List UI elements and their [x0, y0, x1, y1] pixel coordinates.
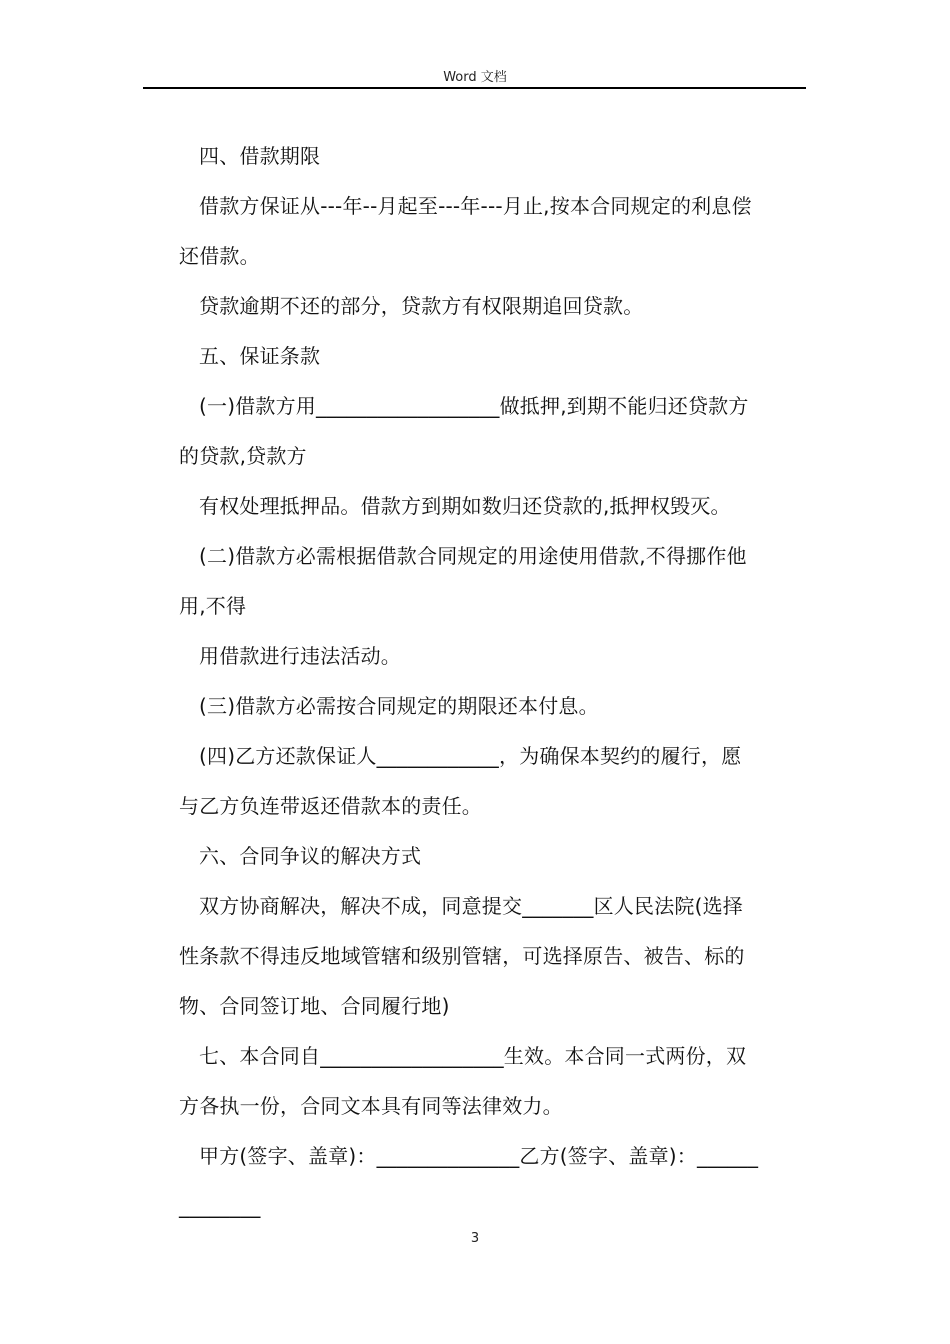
- header-rule: [143, 87, 806, 89]
- paragraph-line: 与乙方负连带返还借款本的责任。: [179, 794, 482, 818]
- page-number: 3: [470, 1231, 480, 1246]
- paragraph-line: 双方协商解决，解决不成，同意提交_______区人民法院(选择: [199, 894, 744, 918]
- page-header: Word 文档: [443, 70, 507, 85]
- paragraph-line: (三)借款方必需按合同规定的期限还本付息。: [199, 694, 599, 718]
- paragraph-line: 借款方保证从---年--月起至---年---月止,按本合同规定的利息偿: [199, 194, 752, 218]
- paragraph-line: 用,不得: [179, 594, 247, 618]
- paragraph-line: 还借款。: [179, 244, 260, 268]
- paragraph-line: 方各执一份，合同文本具有同等法律效力。: [179, 1094, 563, 1118]
- signature-line: 甲方(签字、盖章)：______________乙方(签字、盖章)：______: [199, 1144, 759, 1168]
- paragraph-line: 的贷款,贷款方: [179, 444, 307, 468]
- signature-line: ________: [179, 1194, 261, 1218]
- paragraph-line: (一)借款方用__________________做抵押,到期不能归还贷款方: [199, 394, 749, 418]
- paragraph-line: (二)借款方必需根据借款合同规定的用途使用借款,不得挪作他: [199, 544, 747, 568]
- section-heading-5: 五、保证条款: [199, 344, 321, 368]
- document-body: [179, 131, 809, 1231]
- section-heading-7: 七、本合同自__________________生效。本合同一式两份，双: [199, 1044, 747, 1068]
- paragraph-line: 物、合同签订地、合同履行地): [179, 994, 450, 1018]
- paragraph-line: 用借款进行违法活动。: [199, 644, 401, 668]
- section-heading-4: 四、借款期限: [199, 144, 321, 168]
- paragraph-line: 贷款逾期不还的部分，贷款方有权限期追回贷款。: [199, 294, 644, 318]
- paragraph-line: 性条款不得违反地域管辖和级别管辖，可选择原告、被告、标的: [179, 944, 745, 968]
- paragraph-line: 有权处理抵押品。借款方到期如数归还贷款的,抵押权毁灭。: [199, 494, 731, 518]
- paragraph-line: (四)乙方还款保证人____________，为确保本契约的履行，愿: [199, 744, 742, 768]
- section-heading-6: 六、合同争议的解决方式: [199, 844, 422, 868]
